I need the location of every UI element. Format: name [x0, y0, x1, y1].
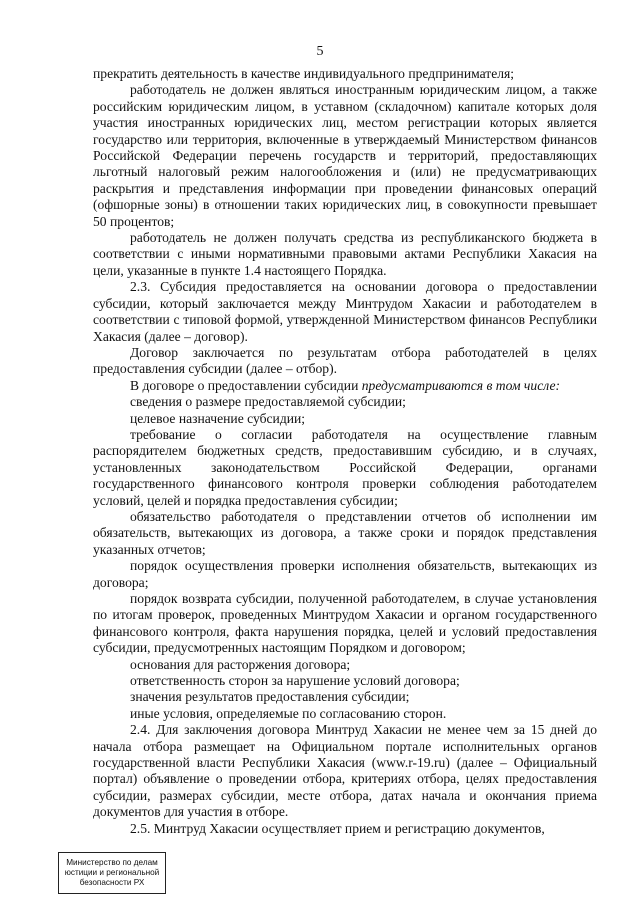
stamp-line: безопасности РХ: [79, 878, 145, 887]
paragraph: работодатель не должен являться иностранным юридическим лицом, а также российским юридическим лицом, в уставном (складочном) капитале которых доля участия иностранных юридических лиц, местом регистрации которых является государство или территория, включенные в утверждаемый Министерством финансов Российской Федерации перечень государств и территорий, предоставляющих льготный налоговый режим налогообложения и (или) не предусматривающих раскрытия и представления информации при проведении финансовых операций (офшорные зоны) в отношении таких юридических лиц, в совокупности превышает 50 процентов;: [93, 82, 597, 229]
paragraph: порядок осуществления проверки исполнения обязательств, вытекающих из договора;: [93, 558, 597, 590]
paragraph: 2.4. Для заключения договора Минтруд Хакасии не менее чем за 15 дней до начала отбора размещает на Официальном портале исполнительных органов государственной власти Республики Хакасия (www.r-19.ru) (далее – Официальный портал) объявление о проведении отбора, критериях отбора, целях предоставления субсидии, размерах субсидии, месте отбора, датах начала и окончания приема документов для участия в отборе.: [93, 722, 597, 820]
paragraph: 2.3. Субсидия предоставляется на основании договора о предоставлении субсидии, который заключается между Минтрудом Хакасии и работодателем в соответствии с типовой формой, утвержденной Министерством финансов Республики Хакасия (далее – договор).: [93, 279, 597, 344]
paragraph: 2.5. Минтруд Хакасии осуществляет прием и регистрацию документов,: [130, 820, 545, 836]
paragraph-text: В договоре о предоставлении субсидии: [130, 377, 359, 393]
paragraph: основания для расторжения договора;: [130, 656, 351, 672]
paragraph: прекратить деятельность в качестве индивидуального предпринимателя;: [93, 66, 515, 81]
paragraph: обязательство работодателя о представлении отчетов об исполнении им обязательств, вытекающих из договора, а также сроки и порядок представления указанных отчетов;: [93, 508, 597, 557]
paragraph: целевое назначение субсидии;: [130, 410, 306, 426]
paragraph-text-italic: предусматриваются в том числе:: [358, 377, 561, 393]
paragraph: работодатель не должен получать средства из республиканского бюджета в соответствии с иными нормативными правовыми актами Республики Хакасия на цели, указанные в пункте 1.4 настоящего Порядка.: [93, 230, 597, 278]
paragraph: требование о согласии работодателя на осуществление главным распорядителем бюджетных средств, предоставившим субсидию, и в случаях, установленных законодательством Российской Федерации, органами государственного финансового контроля проверки соблюдения работодателем условий, целей и порядка предоставления субсидии;: [93, 426, 597, 508]
ministry-stamp: [58, 852, 166, 894]
paragraph: порядок возврата субсидии, полученной работодателем, в случае установления по итогам проверок, проведенных Минтрудом Хакасии и органом государственного финансового контроля, факта нарушения порядка, целей и условий предоставления субсидии, предусмотренных настоящим Порядком и договором;: [93, 591, 597, 656]
stamp-line: Министерство по делам: [66, 858, 158, 867]
page-number: 5: [316, 44, 324, 59]
paragraph: сведения о размере предоставляемой субсидии;: [130, 394, 406, 410]
paragraph: значения результатов предоставления субсидии;: [130, 689, 410, 705]
document-body: [93, 66, 597, 837]
stamp-line: юстиции и региональной: [64, 868, 160, 877]
paragraph: [93, 378, 597, 394]
paragraph: иные условия, определяемые по согласованию сторон.: [130, 705, 447, 721]
paragraph: ответственность сторон за нарушение условий договора;: [130, 673, 460, 689]
paragraph: Договор заключается по результатам отбора работодателей в целях предоставления субсидии (далее – отбор).: [93, 344, 597, 377]
